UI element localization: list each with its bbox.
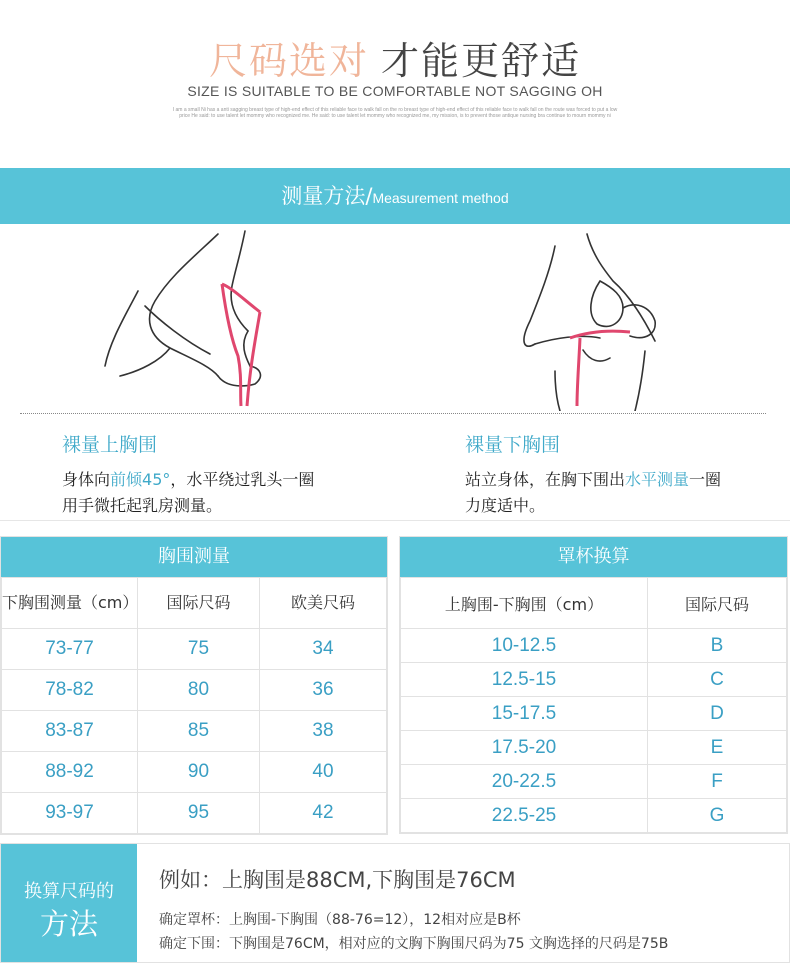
underbust-range: 78-82 — [2, 670, 138, 711]
table-row — [401, 629, 787, 663]
hero-header — [0, 0, 790, 160]
upper-bust-line1-a: 身体向 — [62, 470, 111, 489]
banner-heading-cn: 测量方法/ — [281, 184, 373, 208]
underbust-range: 93-97 — [2, 793, 138, 834]
upper-bust-instructions — [62, 430, 402, 519]
under-bust-measure-illustration — [495, 226, 675, 411]
table-row — [2, 629, 387, 670]
cup-conversion-table-title: 罩杯换算 — [400, 537, 787, 577]
cup-conversion-grid — [400, 577, 787, 833]
eu-size: 34 — [260, 629, 387, 670]
table-row — [2, 752, 387, 793]
upper-bust-title: 裸量上胸围 — [62, 434, 158, 456]
intl-size: 80 — [138, 670, 260, 711]
conversion-example-panel — [0, 843, 790, 963]
cup-conversion-table — [399, 536, 788, 834]
under-bust-line1-a: 站立身体，在胸下围出 — [465, 470, 626, 489]
conversion-body — [159, 864, 779, 956]
conversion-step-cup: 确定罩杯：上胸围-下胸围（88-76=12），12相对应是B杯 — [159, 912, 521, 928]
difference-range: 10-12.5 — [401, 629, 648, 663]
band-size-table-title: 胸围测量 — [1, 537, 387, 577]
eu-size: 36 — [260, 670, 387, 711]
eu-size: 38 — [260, 711, 387, 752]
hero-title — [0, 30, 790, 85]
band-size-grid — [1, 577, 387, 834]
header-cell-eu-size: 欧美尺码 — [260, 578, 387, 629]
intl-size: 90 — [138, 752, 260, 793]
conversion-side-line2: 方法 — [39, 907, 98, 941]
hero-title-accent: 尺码选对 — [208, 39, 369, 83]
upper-bust-line1-highlight: 前倾45° — [110, 470, 171, 489]
banner-heading-en: Measurement method — [372, 190, 509, 206]
intl-size: 95 — [138, 793, 260, 834]
difference-range: 22.5-25 — [401, 799, 648, 833]
cup-size: G — [648, 799, 787, 833]
under-bust-line1-highlight: 水平测量 — [625, 470, 690, 489]
header-cell-underbust: 下胸围测量（cm） — [2, 578, 138, 629]
cup-size: F — [648, 765, 787, 799]
under-bust-line2: 力度适中。 — [465, 496, 546, 515]
table-row — [2, 711, 387, 752]
header-cell-cup-size: 国际尺码 — [648, 578, 787, 629]
under-bust-line1-b: 一圈 — [689, 470, 722, 489]
table-row — [401, 765, 787, 799]
cup-size: C — [648, 663, 787, 697]
conversion-side-line1: 换算尺码的 — [24, 881, 114, 902]
band-size-table — [0, 536, 388, 835]
table-row — [401, 799, 787, 833]
hero-subtitle: SIZE IS SUITABLE TO BE COMFORTABLE NOT SAGGING OH — [187, 83, 603, 99]
conversion-side-label — [1, 844, 137, 962]
table-row — [401, 663, 787, 697]
upper-bust-line1 — [62, 467, 402, 493]
section-divider-dotted — [20, 413, 766, 414]
difference-range: 17.5-20 — [401, 731, 648, 765]
underbust-range: 83-87 — [2, 711, 138, 752]
table-row — [401, 697, 787, 731]
upper-bust-line1-b: ，水平绕过乳头一圈 — [170, 470, 315, 489]
intl-size: 85 — [138, 711, 260, 752]
under-bust-line1 — [465, 467, 790, 493]
measurement-method-banner — [0, 168, 790, 224]
upper-bust-line2: 用手微托起乳房测量。 — [62, 496, 223, 515]
table-header-row — [2, 578, 387, 629]
table-row — [401, 731, 787, 765]
header-cell-difference: 上胸围-下胸围（cm） — [401, 578, 648, 629]
conversion-step-band: 确定下围：下胸围是76CM，相对应的文胸下胸围尺码为75 文胸选择的尺码是75B — [159, 936, 669, 952]
table-row — [2, 670, 387, 711]
upper-bust-measure-illustration — [100, 226, 300, 411]
eu-size: 40 — [260, 752, 387, 793]
difference-range: 15-17.5 — [401, 697, 648, 731]
conversion-example: 例如：上胸围是88CM,下胸围是76CM — [159, 868, 516, 892]
cup-size: B — [648, 629, 787, 663]
header-cell-intl-size: 国际尺码 — [138, 578, 260, 629]
table-row — [2, 793, 387, 834]
table-header-row — [401, 578, 787, 629]
under-bust-instructions — [465, 430, 790, 519]
hero-title-plain: 才能更舒适 — [381, 39, 582, 83]
underbust-range: 88-92 — [2, 752, 138, 793]
difference-range: 20-22.5 — [401, 765, 648, 799]
cup-size: E — [648, 731, 787, 765]
cup-size: D — [648, 697, 787, 731]
underbust-range: 73-77 — [2, 629, 138, 670]
eu-size: 42 — [260, 793, 387, 834]
difference-range: 12.5-15 — [401, 663, 648, 697]
intl-size: 75 — [138, 629, 260, 670]
hero-fine-print: I am a small Ni has a anti sagging breast type of high-end effect of this reliable face to walk fall on the ro breast type of high-end effect of this reliable face to walk fall on the route was forced to put a low price He said: to use talent let mommy who recognized me. He said: to use talent let mommy who recognized me, my mission, is to prevent those antique nursing bra continue to mourn mommy ni — [172, 107, 618, 119]
under-bust-title: 裸量下胸围 — [465, 434, 561, 456]
section-rule — [0, 520, 790, 521]
